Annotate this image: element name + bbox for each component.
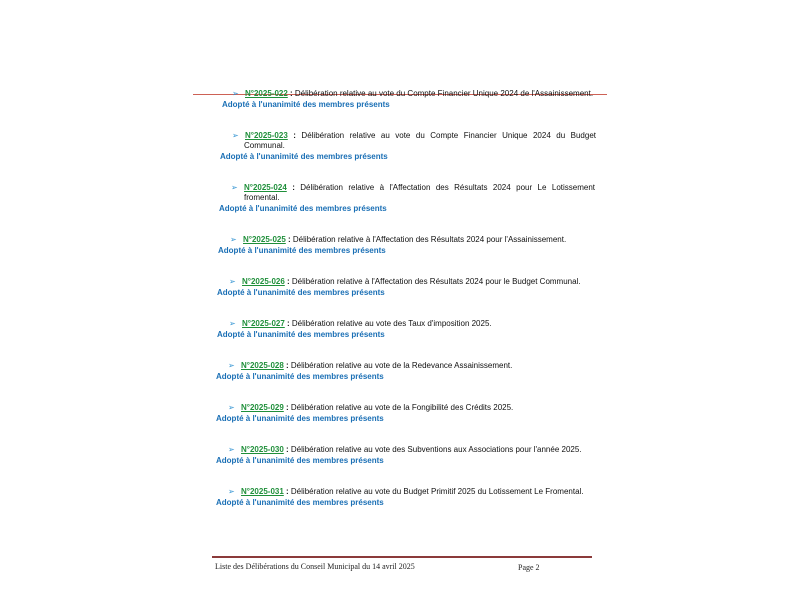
deliberation-number: N°2025-028 <box>241 361 284 370</box>
deliberation-description-cont: fromental. <box>244 193 280 202</box>
separator: : <box>283 403 291 412</box>
deliberation-entry <box>216 361 596 382</box>
deliberation-description: Délibération relative au vote du Compte Financier Unique 2024 du Budget <box>301 131 596 140</box>
deliberation-description: Délibération relative à l'Affectation des Résultats 2024 pour le Budget Communal. <box>291 277 581 286</box>
deliberation-number: N°2025-030 <box>241 445 284 454</box>
separator: : <box>284 277 292 286</box>
footer-divider <box>212 556 592 558</box>
deliberation-description: Délibération relative au vote du Compte Financier Unique 2024 de l'Assainissement. <box>294 89 594 98</box>
deliberation-entry <box>216 445 596 466</box>
separator: : <box>283 445 291 454</box>
arrow-bullet-icon: ➢ <box>232 131 239 140</box>
deliberation-entry <box>216 487 596 508</box>
separator: : <box>283 361 291 370</box>
vote-result: Adopté à l'unanimité des membres présents <box>216 372 384 381</box>
separator: : <box>287 89 295 98</box>
deliberation-entry <box>217 319 597 340</box>
arrow-bullet-icon: ➢ <box>231 183 238 192</box>
deliberation-entry <box>222 89 602 110</box>
page-number: Page 2 <box>518 563 540 572</box>
separator: : <box>285 235 293 244</box>
deliberation-description: Délibération relative au vote de la Redevance Assainissement. <box>290 361 513 370</box>
arrow-bullet-icon: ➢ <box>230 235 237 244</box>
vote-result: Adopté à l'unanimité des membres présents <box>219 204 387 213</box>
vote-result: Adopté à l'unanimité des membres présents <box>218 246 386 255</box>
vote-result: Adopté à l'unanimité des membres présents <box>217 330 385 339</box>
vote-result: Adopté à l'unanimité des membres présents <box>216 498 384 507</box>
deliberation-description: Délibération relative au vote de la Fongibilité des Crédits 2025. <box>290 403 514 412</box>
separator: : <box>284 319 292 328</box>
deliberation-entry <box>218 235 598 256</box>
separator: : <box>287 131 302 140</box>
deliberation-number: N°2025-024 <box>243 183 287 192</box>
deliberation-number: N°2025-023 <box>244 131 288 140</box>
deliberation-entry <box>216 403 596 424</box>
deliberation-number: N°2025-029 <box>241 403 284 412</box>
deliberation-description: Délibération relative au vote des Subventions aux Associations pour l'année 2025. <box>290 445 582 454</box>
deliberation-number: N°2025-031 <box>241 487 284 496</box>
deliberation-entry <box>220 131 596 162</box>
deliberation-description: Délibération relative au vote des Taux d'imposition 2025. <box>291 319 492 328</box>
arrow-bullet-icon: ➢ <box>232 89 239 98</box>
arrow-bullet-icon: ➢ <box>228 403 235 412</box>
vote-result: Adopté à l'unanimité des membres présents <box>217 288 385 297</box>
arrow-bullet-icon: ➢ <box>228 445 235 454</box>
deliberation-number: N°2025-027 <box>242 319 285 328</box>
deliberation-description: Délibération relative à l'Affectation des Résultats 2024 pour Le Lotissement <box>300 183 596 192</box>
deliberation-number: N°2025-026 <box>242 277 285 286</box>
arrow-bullet-icon: ➢ <box>228 361 235 370</box>
separator: : <box>286 183 301 192</box>
deliberation-number: N°2025-022 <box>245 89 288 98</box>
separator: : <box>283 487 291 496</box>
arrow-bullet-icon: ➢ <box>228 487 235 496</box>
deliberation-description-cont: Communal. <box>244 141 285 150</box>
deliberation-number: N°2025-025 <box>243 235 286 244</box>
deliberation-entry <box>217 277 597 298</box>
deliberation-description: Délibération relative à l'Affectation des Résultats 2024 pour l'Assainissement. <box>292 235 567 244</box>
vote-result: Adopté à l'unanimité des membres présents <box>216 456 384 465</box>
footer-title: Liste des Délibérations du Conseil Municipal du 14 avril 2025 <box>215 562 415 571</box>
arrow-bullet-icon: ➢ <box>229 319 236 328</box>
arrow-bullet-icon: ➢ <box>229 277 236 286</box>
deliberation-entry <box>219 183 595 214</box>
vote-result: Adopté à l'unanimité des membres présents <box>222 100 390 109</box>
deliberation-description: Délibération relative au vote du Budget Primitif 2025 du Lotissement Le Fromental. <box>290 487 584 496</box>
vote-result: Adopté à l'unanimité des membres présents <box>216 414 384 423</box>
vote-result: Adopté à l'unanimité des membres présents <box>220 152 388 161</box>
